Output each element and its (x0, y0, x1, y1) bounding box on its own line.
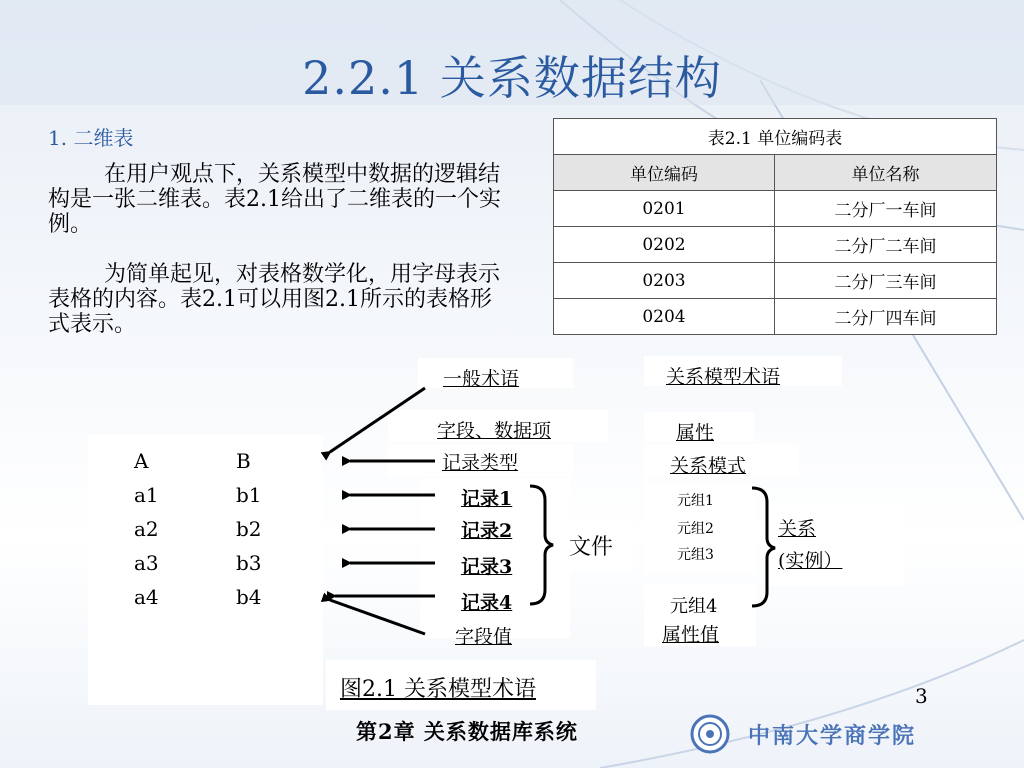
university-logo-icon (690, 714, 730, 754)
table-row (554, 227, 997, 263)
table-cell: 0201 (554, 191, 775, 227)
record-type-label: 记录类型 (442, 452, 519, 474)
record-label: 记录2 (461, 520, 513, 542)
relation-schema-label: 关系模式 (670, 455, 747, 477)
slide-title: 2.2.1 关系数据结构 (302, 51, 722, 105)
table-row (554, 263, 997, 299)
grid-cell: b2 (236, 517, 262, 541)
grid-cell: b4 (236, 585, 262, 609)
tuple-label: 元组3 (677, 547, 714, 563)
tuple-label: 元组4 (670, 596, 718, 617)
grid-cell: a1 (134, 483, 159, 507)
grid-cell: b1 (236, 483, 262, 507)
table-row (554, 191, 997, 227)
table-cell: 0202 (554, 227, 775, 263)
table-cell: 二分厂二车间 (775, 227, 997, 263)
grid-header-b: B (236, 449, 251, 473)
table-cell: 二分厂一车间 (775, 191, 997, 227)
tuple-label: 元组2 (677, 521, 714, 537)
chapter-footer: 第2章 关系数据库系统 (356, 719, 578, 744)
table-cell: 二分厂三车间 (775, 263, 997, 299)
unit-code-table (553, 118, 997, 335)
record-label: 记录1 (461, 488, 513, 510)
file-label: 文件 (569, 535, 614, 560)
relational-terms-heading: 关系模型术语 (666, 366, 781, 388)
table-row (554, 299, 997, 335)
paragraph-1 (48, 162, 508, 237)
record-label: 记录4 (461, 592, 513, 614)
grid-cell: b3 (236, 551, 262, 575)
attribute-value-label: 属性值 (662, 624, 720, 646)
relation-instance-label: (实例） (778, 550, 843, 572)
field-value-label: 字段值 (455, 626, 513, 648)
paragraph-1-text: 在用户观点下，关系模型中数据的逻辑结构是一张二维表。表2.1给出了二维表的一个实例。 (48, 162, 501, 237)
paragraph-2 (48, 262, 508, 337)
table-header-name: 单位名称 (775, 155, 997, 191)
symbolic-table (88, 435, 323, 705)
figure-caption: 图2.1 关系模型术语 (340, 677, 536, 702)
table-cell: 0204 (554, 299, 775, 335)
school-name: 中南大学商学院 (748, 724, 917, 749)
grid-cell: a4 (134, 585, 159, 609)
arrow-field-value (330, 600, 425, 634)
attribute-label: 属性 (676, 422, 715, 444)
table-cell: 0203 (554, 263, 775, 299)
general-terms-heading: 一般术语 (443, 368, 520, 390)
grid-header-a: A (134, 449, 149, 473)
table-cell: 二分厂四车间 (775, 299, 997, 335)
paragraph-2-text: 为简单起见，对表格数学化，用字母表示表格的内容。表2.1可以用图2.1所示的表格形式表示。 (48, 262, 501, 337)
field-label: 字段、数据项 (437, 420, 552, 442)
section-heading: 1. 二维表 (48, 126, 134, 150)
grid-cell: a2 (134, 517, 159, 541)
table-header-code: 单位编码 (554, 155, 775, 191)
tuple-label: 元组1 (677, 493, 714, 509)
grid-cell: a3 (134, 551, 159, 575)
record-label: 记录3 (461, 556, 513, 578)
page-number: 3 (915, 684, 928, 708)
table-caption: 表2.1 单位编码表 (554, 119, 997, 155)
relation-label: 关系 (778, 518, 817, 540)
